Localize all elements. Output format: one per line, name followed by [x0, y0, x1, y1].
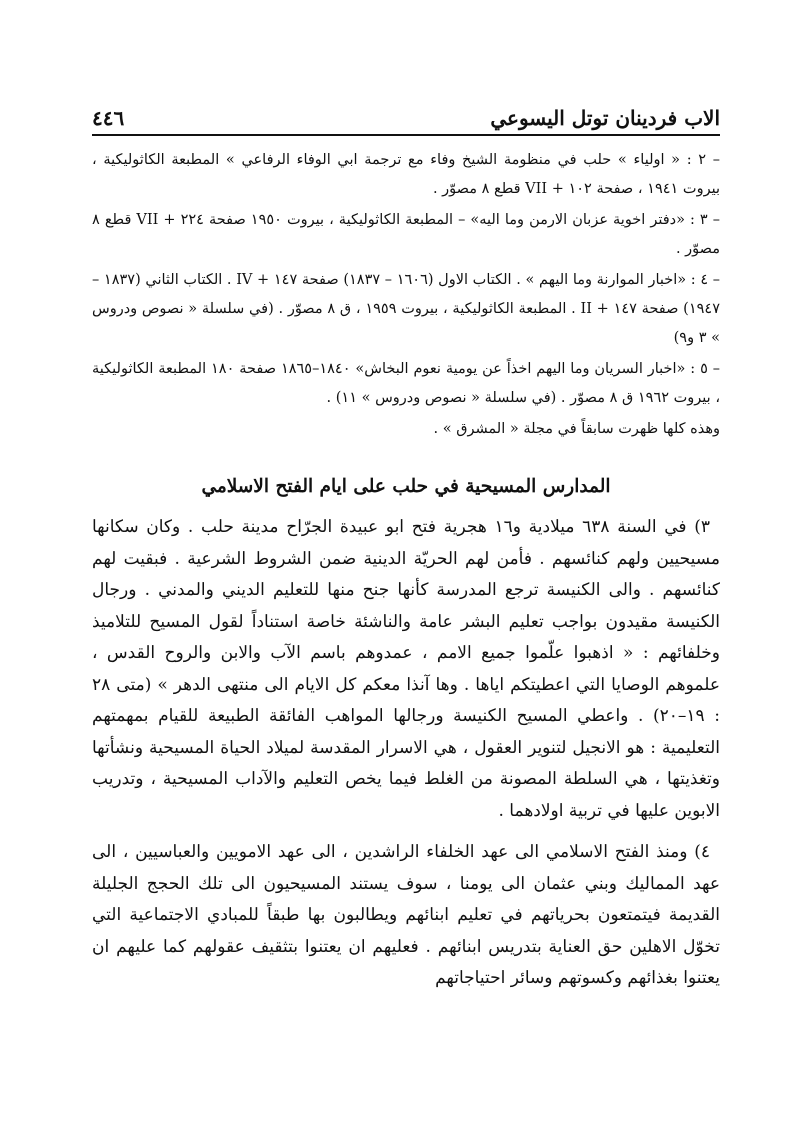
- page-number: ٤٤٦: [92, 106, 125, 130]
- body-text: [92, 512, 720, 995]
- reference-item: – ٣ : «دفتر اخوية عزبان الارمن وما اليه» – المطبعة الكاثوليكية ، بيروت ١٩٥٠ صفحة ٢٢٤ + VII قطع ٨ مصوّر .: [92, 212, 721, 257]
- reference-item: – ٥ : «اخبار السريان وما اليهم اخذاً عن يومية نعوم البخاش» ١٨٤٠–١٨٦٥ صفحة ١٨٠ المطبعة الكاثوليكية ، بيروت ١٩٦٢ ق ٨ مصوّر . (في سلسلة « نصوص ودروس » ١١) .: [92, 361, 721, 406]
- paragraph: ٤) ومنذ الفتح الاسلامي الى عهد الخلفاء الراشدين ، الى عهد الامويين والعباسيين ، الى عهد المماليك وبني عثمان الى يومنا ، سوف يستند المسيحيون الى تلك الحجج الجليلة القديمة فيتمتعون بحرياتهم في تعليم ابنائهم ويطالبون بها طبقاً للمبادي الاجتماعية التي تخوّل الاهلين حق العناية بتدريس ابنائهم . فعليهم ان يعتنوا بتثقيف عقولهم كما عليهم ان يعتنوا بغذائهم وكسوتهم وسائر احتياجاتهم: [92, 842, 720, 988]
- section-heading: المدارس المسيحية في حلب على ايام الفتح الاسلامي: [201, 476, 611, 497]
- reference-note: وهذه كلها ظهرت سابقاً في مجلة « المشرق » .: [433, 421, 720, 437]
- page-header: [92, 94, 720, 136]
- reference-item: – ٢ : « اولياء » حلب في منظومة الشيخ وفاء مع ترجمة ابي الوفاء الرفاعي » المطبعة الكاثوليكية ، بيروت ١٩٤١ ، صفحة ١٠٢ + VII قطع ٨ مصوّر .: [92, 152, 720, 197]
- reference-list: [92, 146, 720, 446]
- paragraph: ٣) في السنة ٦٣٨ ميلادية و١٦ هجرية فتح ابو عبيدة الجرّاح مدينة حلب . وكان سكانها مسيحيين ولهم كنائسهم . فأمن لهم الحريّة الدينية ضمن الشروط الشرعية . فبقيت لهم كنائسهم . والى الكنيسة ترجع المدرسة كأنها جنح منها للتعليم الديني والمدني . ورجال الكنيسة مقيدون بواجب تعليم البشر عامة والناشئة خاصة استناداً لقول المسيح للتلاميذ وخلفائهم : « اذهبوا علّموا جميع الامم ، عمدوهم باسم الآب والابن والروح القدس ، علموهم الوصايا التي اعطيتكم اياها . وها آنذا معكم كل الايام الى منتهى الدهر » (متى ٢٨ : ١٩–٢٠) . واعطي المسيح الكنيسة ورجالها المواهب الفائقة الطبيعة للقيام بمهمتهم التعليمية : هو الانجيل لتنوير العقول ، هي الاسرار المقدسة لميلاد الحياة المسيحية ونشأتها وتغذيتها ، هي السلطة المصونة من الغلط فيما يخص التعليم والآداب المسيحية ، وتدريب الابوين عليها في تربية اولادهما .: [92, 517, 721, 821]
- running-title: الاب فردينان توتل اليسوعي: [490, 106, 720, 130]
- reference-item: – ٤ : «اخبار الموارنة وما اليهم » . الكتاب الاول (١٦٠٦ – ١٨٣٧) صفحة ١٤٧ + IV . الكتاب الثاني (١٨٣٧ – ١٩٤٧) صفحة ١٤٧ + II . المطبعة الكاثوليكية ، بيروت ١٩٥٩ ، ق ٨ مصوّر . (في سلسلة « نصوص ودروس » ٣ و٩): [92, 272, 721, 346]
